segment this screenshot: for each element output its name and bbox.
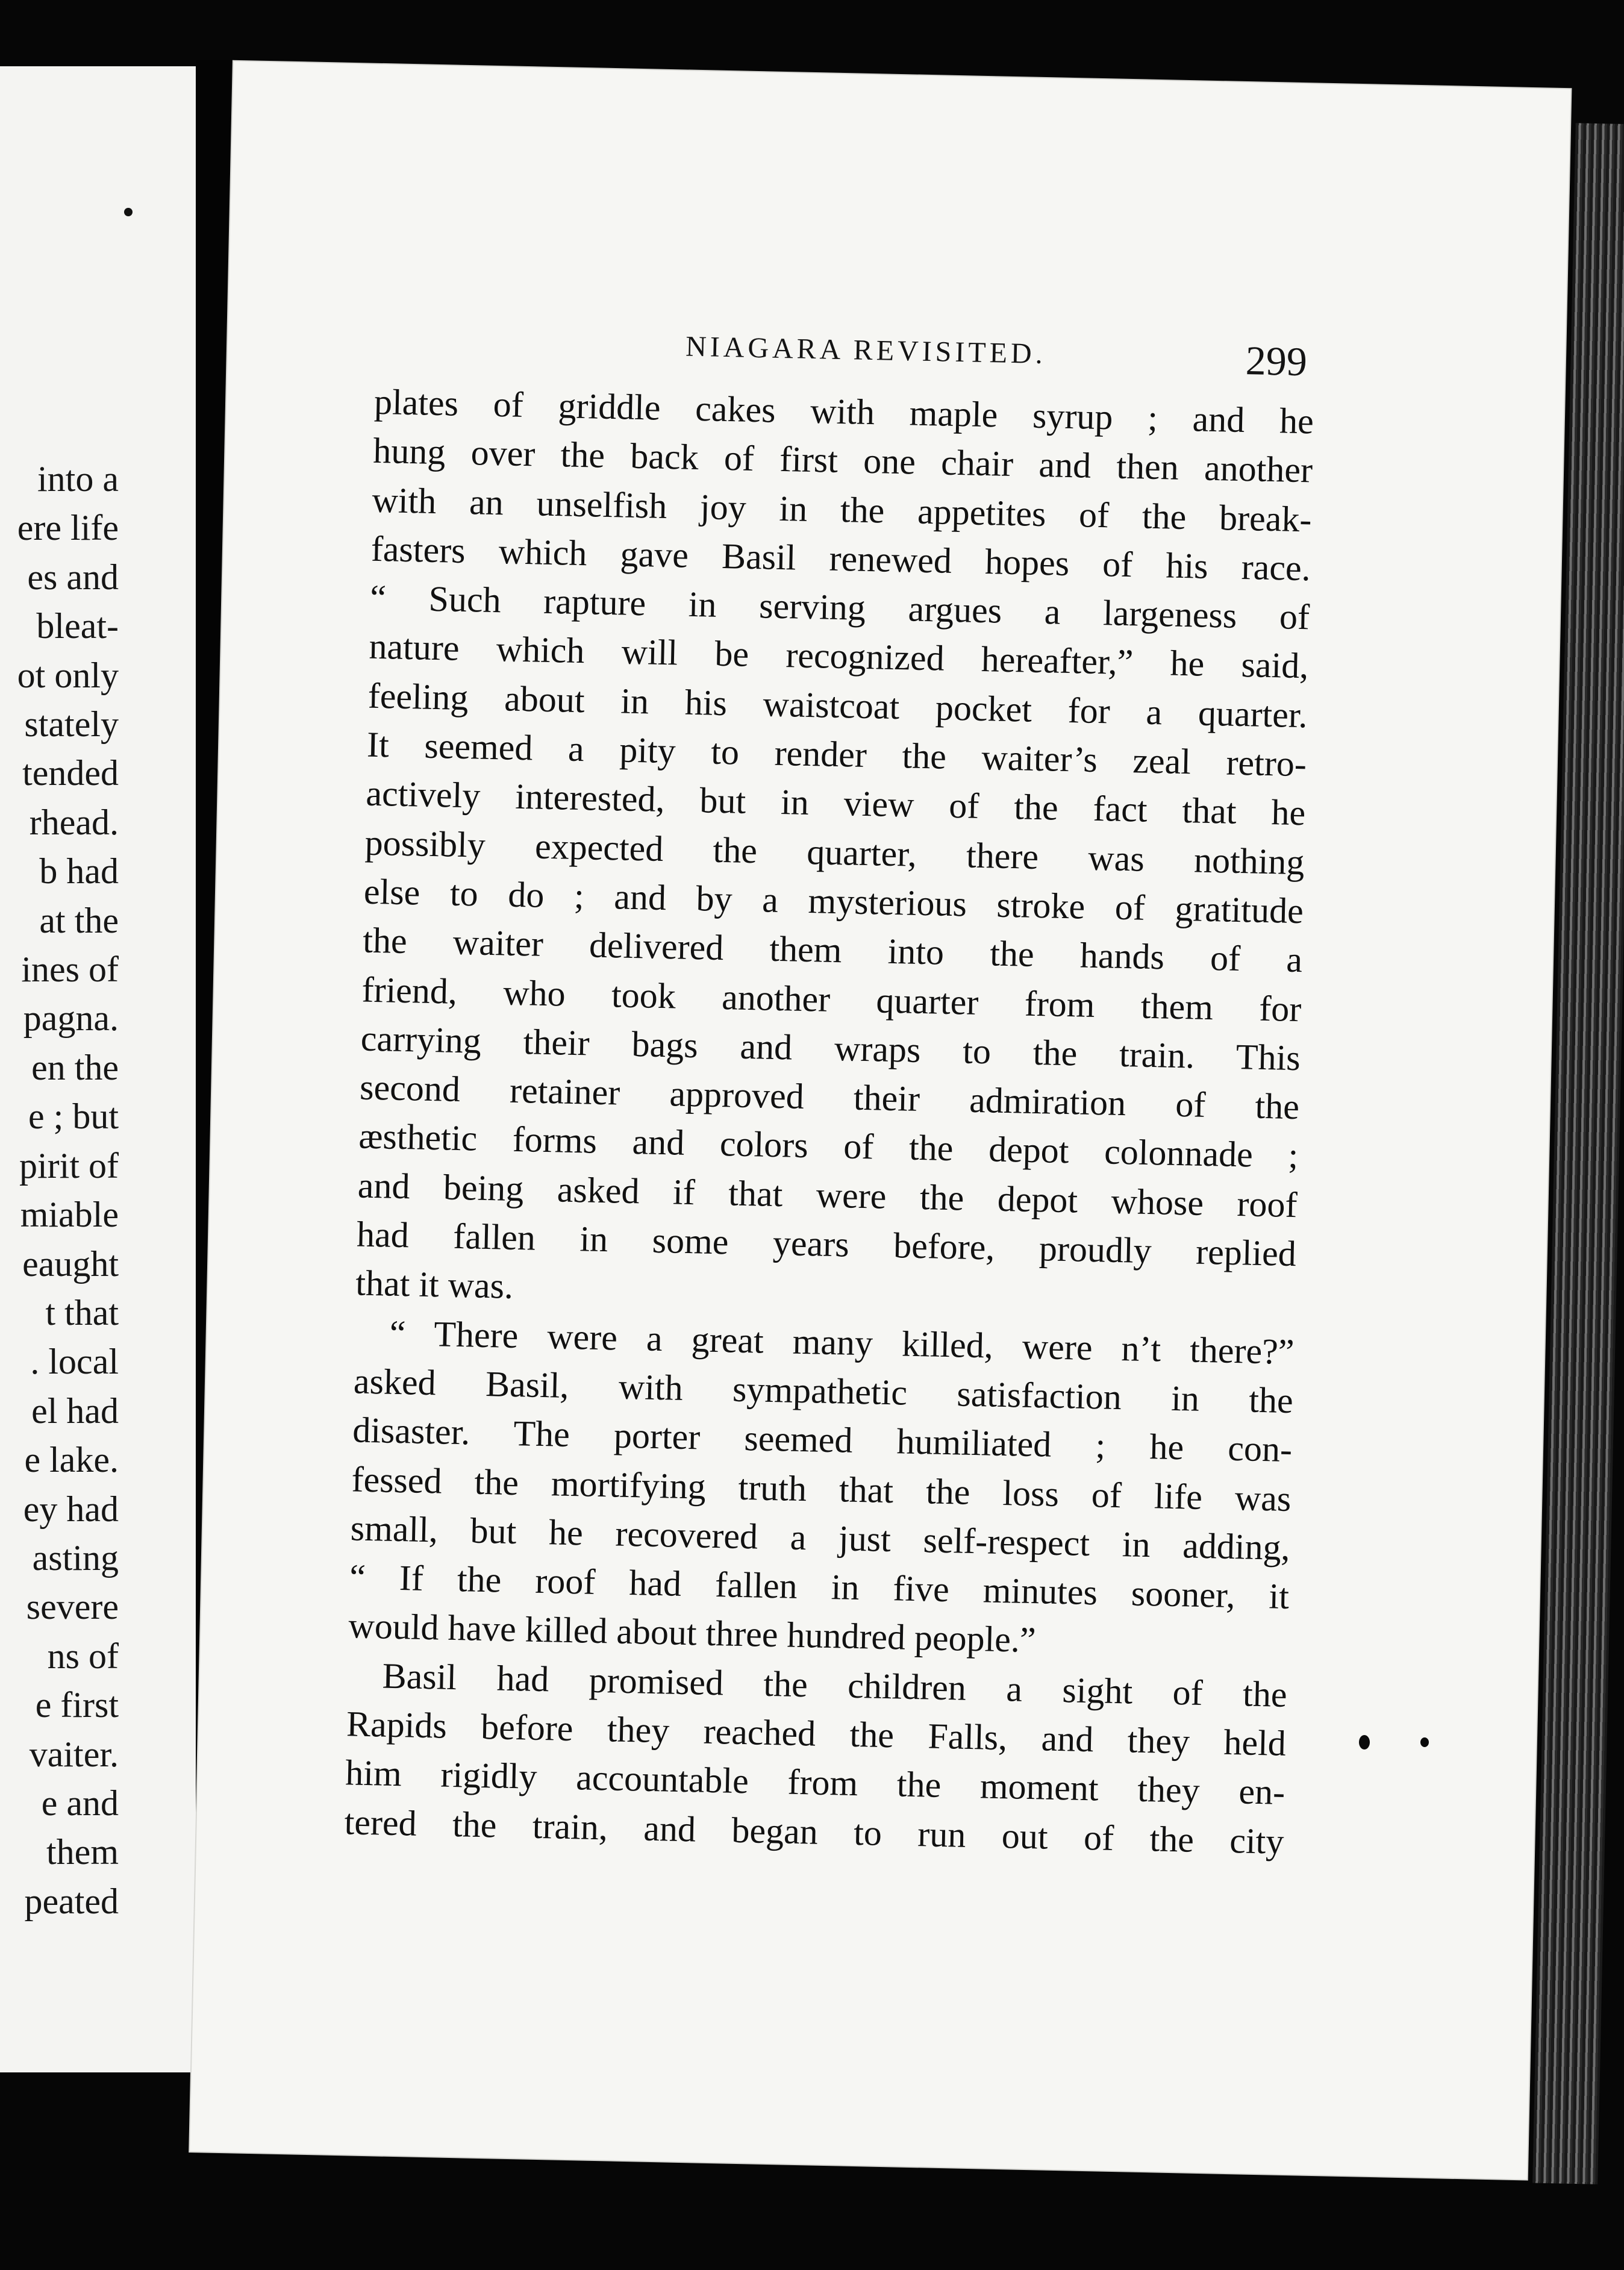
text-line: possibly expected the quarter, there was nothing xyxy=(364,822,1305,882)
text-line: plates of griddle cakes with maple syrup ; and he xyxy=(373,381,1314,442)
left-line: peated xyxy=(24,1881,119,1921)
left-line: them xyxy=(46,1832,119,1872)
left-line: eaught xyxy=(22,1243,119,1284)
text-line: æsthetic forms and colors of the depot colonnade ; xyxy=(358,1116,1299,1176)
text-line: else to do ; and by a mysterious stroke of gratitude xyxy=(363,871,1304,931)
text-line: Basil had promised the children a sight of the xyxy=(382,1656,1288,1715)
page-number: 299 xyxy=(1245,337,1308,385)
left-line: miable xyxy=(20,1195,119,1235)
text-line: nature which will be recognized hereafter,” he said, xyxy=(368,627,1309,686)
text-line: fasters which gave Basil renewed hopes of his race. xyxy=(370,528,1311,589)
left-line: ns of xyxy=(47,1636,119,1676)
left-line: at the xyxy=(39,900,119,940)
running-title: NIAGARA REVISITED. xyxy=(685,330,1047,371)
left-page xyxy=(0,66,197,2072)
text-line: carrying their bags and wraps to the train. This xyxy=(360,1018,1301,1078)
left-line: t that xyxy=(45,1292,119,1333)
left-line: tended xyxy=(22,753,119,793)
left-line: e ; but xyxy=(28,1096,119,1137)
text-line: Rapids before they reached the Falls, and they held xyxy=(346,1704,1287,1763)
left-line: e lake. xyxy=(24,1440,119,1480)
left-line: e first xyxy=(35,1685,119,1725)
text-line: tered the train, and began to run out of the city xyxy=(344,1801,1285,1862)
text-line: friend, who took another quarter from them for xyxy=(361,969,1302,1029)
left-line: b had xyxy=(39,851,119,892)
left-line: ot only xyxy=(17,655,119,695)
body-text xyxy=(344,378,1314,1866)
text-line: small, but he recovered a just self-respect in adding, xyxy=(350,1508,1291,1568)
text-line: had fallen in some years before, proudly replied xyxy=(356,1214,1297,1274)
left-line: stately xyxy=(24,704,119,745)
left-line: pirit of xyxy=(19,1145,119,1186)
left-line: ines of xyxy=(21,949,119,990)
text-line: feeling about in his waistcoat pocket for a quarter. xyxy=(367,675,1308,736)
left-line: e and xyxy=(41,1783,119,1823)
text-line: him rigidly accountable from the moment they en- xyxy=(345,1753,1285,1813)
right-page xyxy=(190,61,1570,2180)
left-line: . local xyxy=(30,1342,119,1382)
text-line: the waiter delivered them into the hands of a xyxy=(362,920,1303,980)
left-line: ere life xyxy=(17,508,119,548)
text-line: “ Such rapture in serving argues a largeness of xyxy=(369,577,1310,637)
text-line: It seemed a pity to render the waiter’s zeal retro- xyxy=(366,724,1307,784)
text-line: with an unselfish joy in the appetites of the break- xyxy=(372,480,1313,539)
text-line: disaster. The porter seemed humiliated ; he con- xyxy=(352,1410,1293,1470)
left-line: en the xyxy=(31,1047,119,1087)
scan-speck xyxy=(1359,1735,1370,1749)
scan-speck xyxy=(1420,1737,1429,1747)
left-line: rhead. xyxy=(29,802,119,842)
text-line: second retainer approved their admiration of the xyxy=(359,1067,1300,1127)
ink-dot xyxy=(124,208,133,216)
text-line: asked Basil, with sympathetic satisfaction in the xyxy=(353,1361,1294,1421)
left-line: bleat- xyxy=(36,606,119,646)
left-line: vaiter. xyxy=(29,1734,119,1774)
text-line: “ If the roof had fallen in five minutes sooner, it xyxy=(349,1557,1290,1617)
left-line: severe xyxy=(26,1587,119,1627)
left-line: ey had xyxy=(23,1489,119,1529)
text-line: fessed the mortifying truth that the loss of life was xyxy=(351,1459,1292,1519)
left-line: asting xyxy=(32,1537,119,1578)
left-line: into a xyxy=(37,459,119,499)
text-line: and being asked if that were the depot whose roof xyxy=(357,1165,1298,1225)
text-line: “ There were a great many killed, were n’t there?” xyxy=(389,1313,1295,1372)
left-line: el had xyxy=(31,1390,119,1431)
left-page-text xyxy=(17,455,119,1926)
text-line: that it was. xyxy=(355,1263,514,1307)
text-line: actively interested, but in view of the fact that he xyxy=(365,773,1306,833)
text-line: hung over the back of first one chair and then another xyxy=(372,431,1313,490)
left-line: pagna. xyxy=(23,998,119,1039)
left-line: es and xyxy=(27,557,119,597)
text-line: would have killed about three hundred people.” xyxy=(348,1606,1037,1660)
